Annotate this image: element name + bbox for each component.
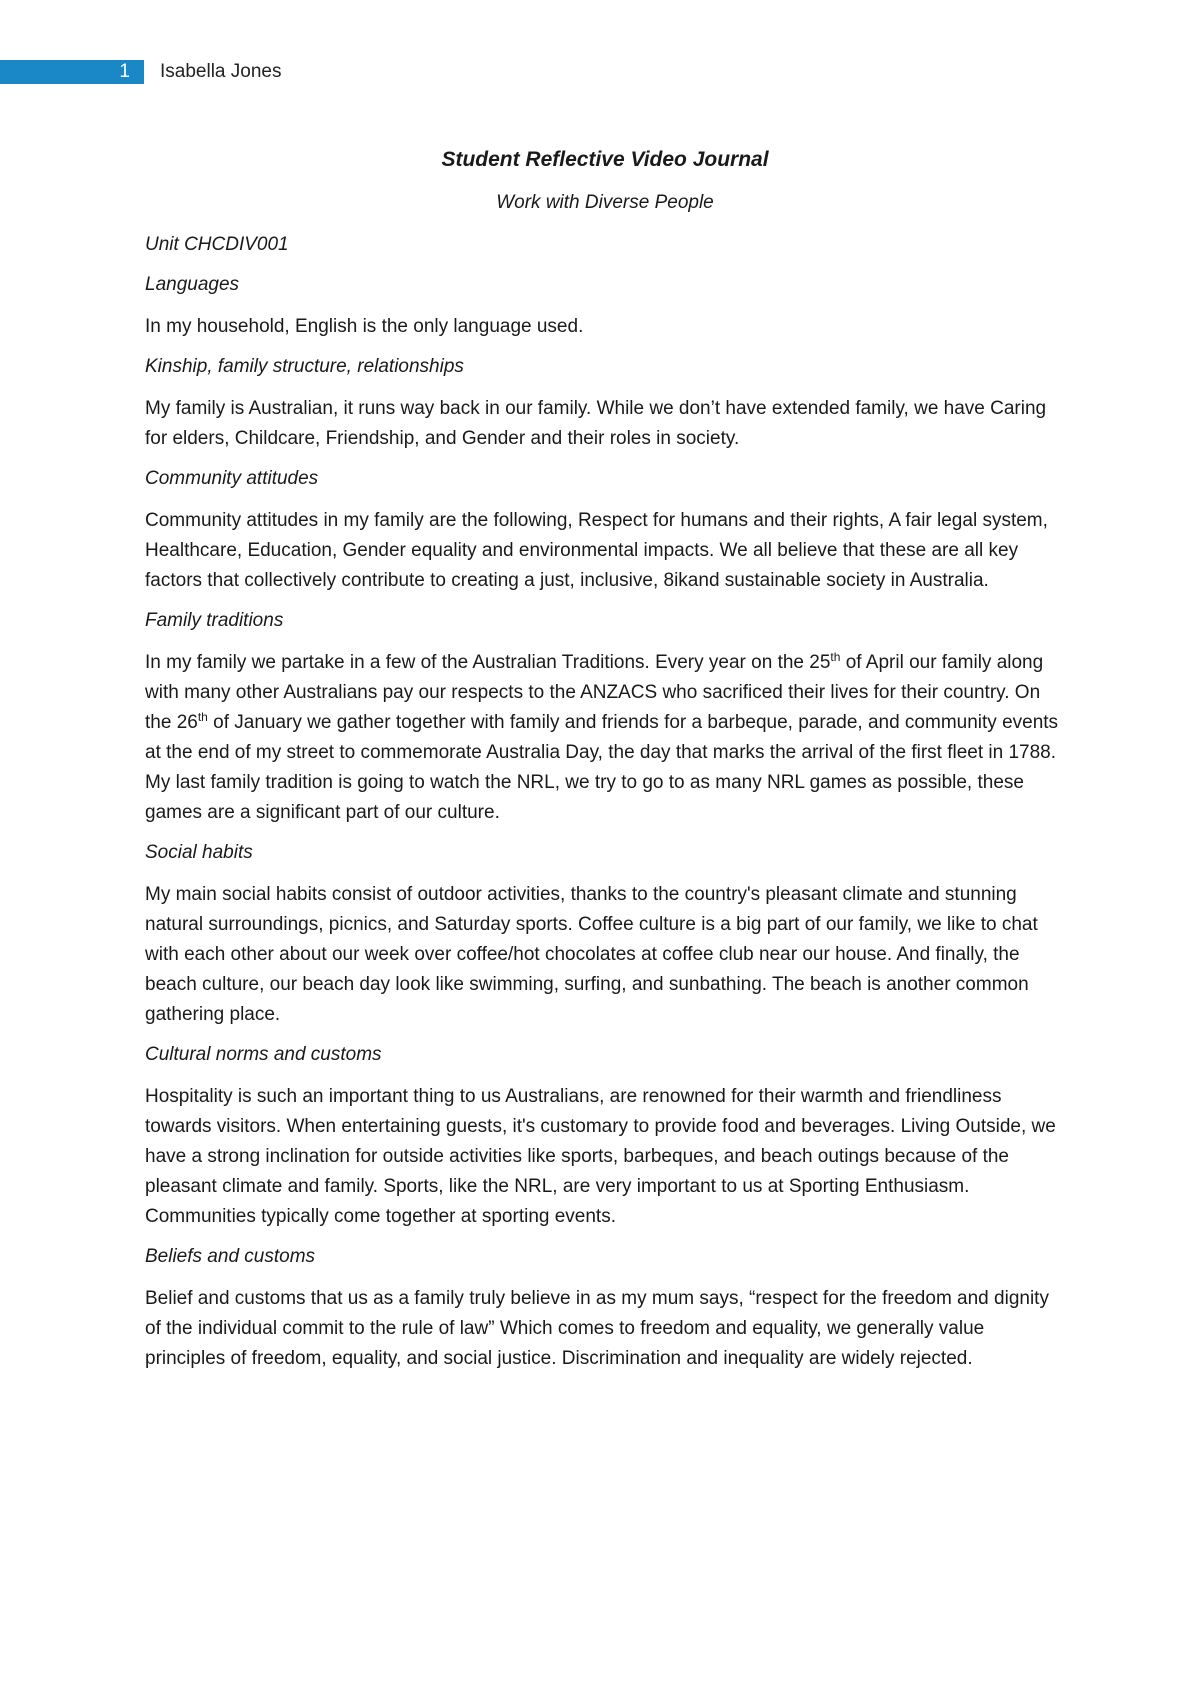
section-paragraph: Hospitality is such an important thing to us Australians, are renowned for their warmth and friendliness towards visitors. When entertaining guests, it's customary to provide food and beverages. Living Outside, we have a strong inclination for outside activities like sports, barbeques, and beach outings because of the pleasant climate and family. Sports, like the NRL, are very important to us at Sporting Enthusiasm. Communities typically come together at sporting events.	[145, 1086, 1056, 1227]
section-languages	[145, 272, 1065, 342]
section-heading: Kinship, family structure, relationships	[145, 356, 464, 377]
section-paragraph: My main social habits consist of outdoor activities, thanks to the country's pleasant climate and stunning natural surroundings, picnics, and Saturday sports. Coffee culture is a big part of our family, we like to chat with each other about our week over coffee/hot chocolates at coffee club near our house. And finally, the beach culture, our beach day look like swimming, surfing, and sunbathing. The beach is another common gathering place.	[145, 884, 1038, 1025]
section-heading: Beliefs and customs	[145, 1246, 316, 1267]
section-paragraph: Belief and customs that us as a family truly believe in as my mum says, “respect for the freedom and dignity of the individual commit to the rule of law” Which comes to freedom and equality, we generally value principles of freedom, equality, and social justice. Discrimination and inequality are widely rejected.	[145, 1288, 1049, 1369]
section-family-traditions	[145, 608, 1065, 828]
section-heading: Family traditions	[145, 610, 284, 631]
section-kinship	[145, 354, 1065, 454]
section-heading: Social habits	[145, 842, 253, 863]
section-paragraph: In my family we partake in a few of the Australian Traditions. Every year on the 25th of April our family along with many other Australians pay our respects to the ANZACS who sacrificed their lives for their country. On the 26th of January we gather together with family and friends for a barbeque, parade, and community events at the end of my street to commemorate Australia Day, the day that marks the arrival of the first fleet in 1788. My last family tradition is going to watch the NRL, we try to go to as many NRL games as possible, these games are a significant part of our culture.	[145, 650, 1059, 823]
document-title: Student Reflective Video Journal	[441, 148, 769, 171]
page-number: 1	[119, 61, 130, 82]
ordinal-suffix: th	[830, 650, 841, 664]
section-community-attitudes	[145, 466, 1065, 596]
document-body	[145, 146, 1065, 1386]
section-beliefs	[145, 1244, 1065, 1374]
unit-code: Unit CHCDIV001	[145, 234, 289, 255]
section-heading: Cultural norms and customs	[145, 1044, 382, 1065]
section-paragraph: In my household, English is the only language used.	[145, 316, 584, 337]
ordinal-suffix: th	[197, 710, 208, 724]
section-social-habits	[145, 840, 1065, 1030]
section-cultural-norms	[145, 1042, 1065, 1232]
section-paragraph: Community attitudes in my family are the following, Respect for humans and their rights, A fair legal system, Healthcare, Education, Gender equality and environmental impacts. We all believe that these are all key factors that collectively contribute to creating a just, inclusive, 8ikand sustainable society in Australia.	[145, 510, 1048, 591]
author-name: Isabella Jones	[160, 61, 282, 82]
page-number-bar	[0, 60, 144, 84]
document-subtitle: Work with Diverse People	[496, 192, 714, 213]
section-heading: Community attitudes	[145, 468, 319, 489]
section-paragraph: My family is Australian, it runs way back in our family. While we don’t have extended family, we have Caring for elders, Childcare, Friendship, and Gender and their roles in society.	[145, 398, 1047, 449]
section-heading: Languages	[145, 274, 240, 295]
